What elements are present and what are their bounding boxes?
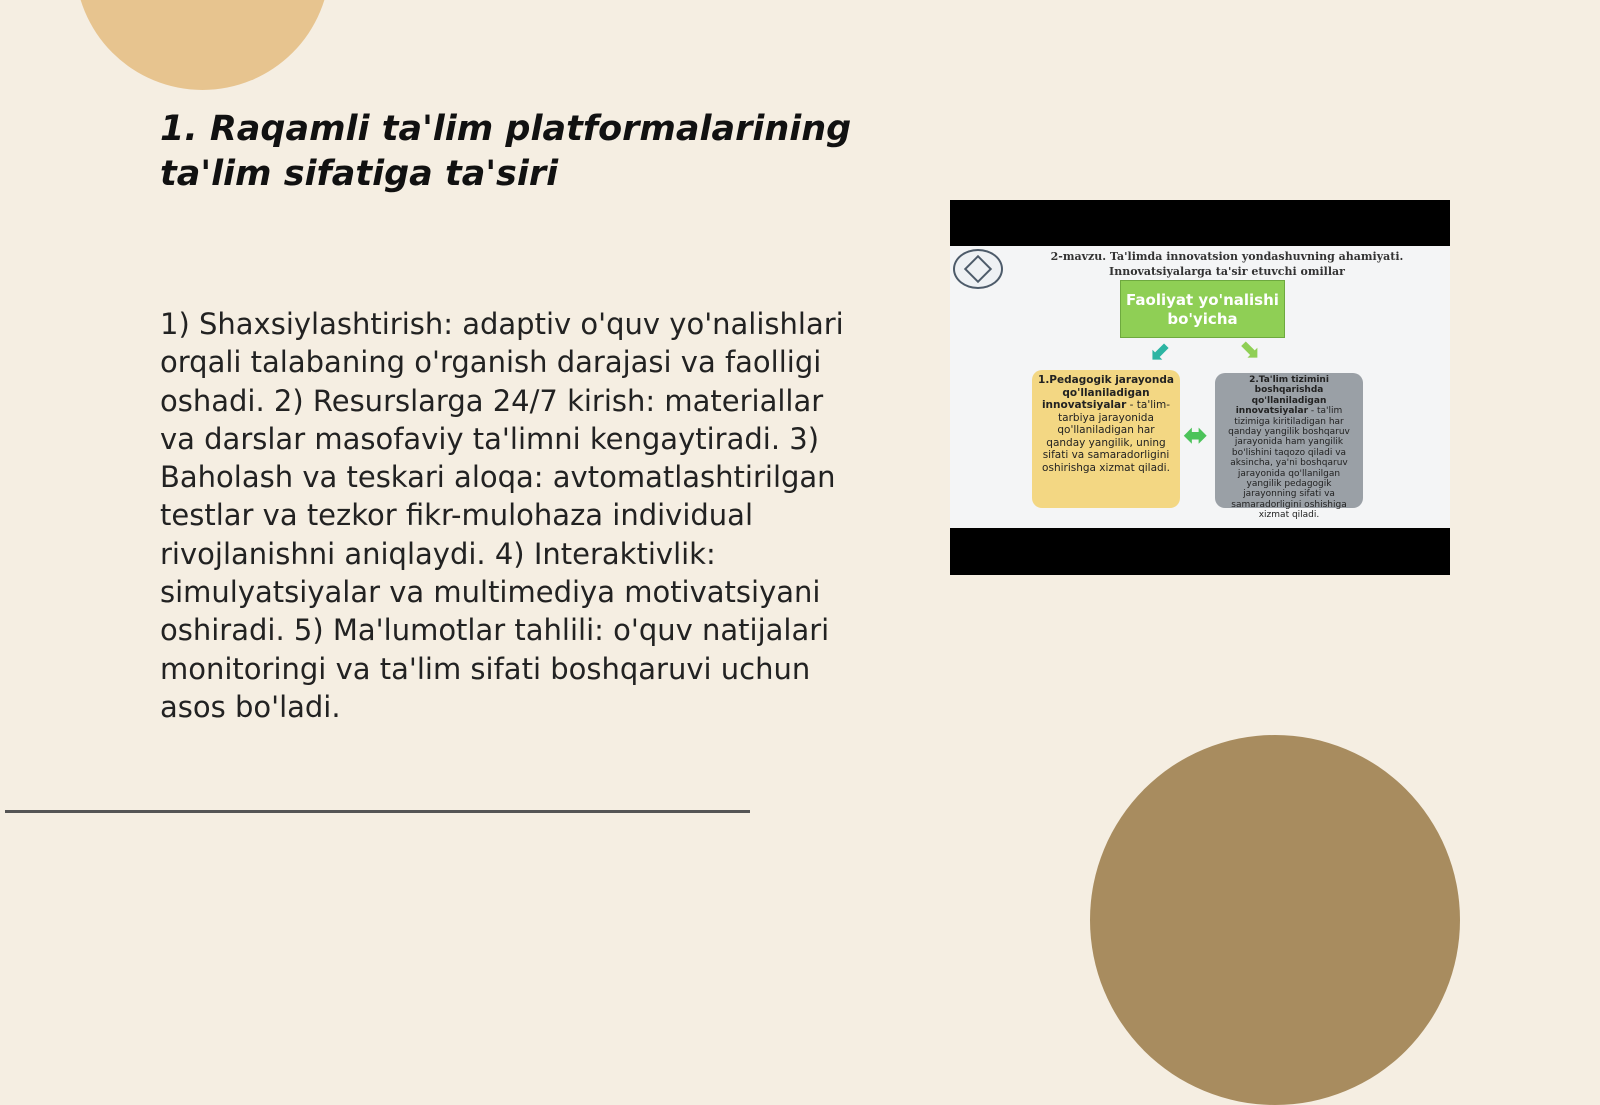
right-box-text: - ta'lim tizimiga kiritiladigan har qanday yangilik boshqaruv jarayonida ham yangilik bo'lishini taqozo qiladi va aksincha, ya'ni boshqaruv jarayonida qo'llanilgan yangilik pedagogik jarayonning sifati va samaradorligini oshishiga xizmat qiladi. — [1228, 406, 1350, 521]
diagram-top-box: Faoliyat yo'nalishi bo'yicha — [1120, 280, 1285, 338]
video-heading: 2-mavzu. Ta'limda innovatsion yondashuvning ahamiyati. Innovatsiyalarga ta'sir etuvchi omillar — [1050, 250, 1404, 278]
slide-title: 1. Raqamli ta'lim platformalarining ta'lim sifatiga ta'siri — [160, 109, 852, 194]
arrow-down-left-icon: ⬋ — [1150, 336, 1172, 366]
left-box-title: 1.Pedagogik jarayonda qo'llaniladigan innovatsiyalar — [1038, 374, 1174, 411]
logo-emblem-icon — [964, 255, 992, 283]
video-frame — [950, 246, 1450, 528]
embedded-video[interactable] — [950, 200, 1450, 575]
diagram-left-box — [1032, 370, 1180, 508]
decorative-circle-bottom — [1090, 735, 1460, 1105]
slide-body-text: 1) Shaxsiylashtirish: adaptiv o'quv yo'nalishlari orqali talabaning o'rganish darajasi va faolligi oshadi. 2) Resurslarga 24/7 kirish: materiallar va darslar masofaviy ta'limni kengaytiradi. 3) Baholash va teskari aloqa: avtomatlashtirilgan testlar va tezkor fikr-mulohaza individual rivojlanishni aniqlaydi. 4) Interaktivlik: simulyatsiyalar va multimediya motivatsiyani oshiradi. 5) Ma'lumotlar tahlili: o'quv natijalari monitoringi va ta'lim sifati boshqaruvi uchun asos bo'ladi. — [160, 307, 844, 724]
left-box-text: - ta'lim-tarbiya jarayonida qo'llaniladigan har qanday yangilik, uning sifati va samaradorligini oshirishga xizmat qiladi. — [1042, 399, 1171, 474]
double-arrow-icon: ⬌ — [1183, 418, 1209, 453]
diagram-right-box — [1215, 373, 1363, 521]
arrow-down-right-icon: ⬊ — [1238, 334, 1260, 364]
divider-line — [5, 810, 750, 813]
university-logo-icon — [953, 249, 1003, 289]
right-box-title: 2.Ta'lim tizimini boshqarishda qo'llaniladigan innovatsiyalar — [1235, 375, 1329, 417]
decorative-circle-top — [75, 0, 330, 90]
